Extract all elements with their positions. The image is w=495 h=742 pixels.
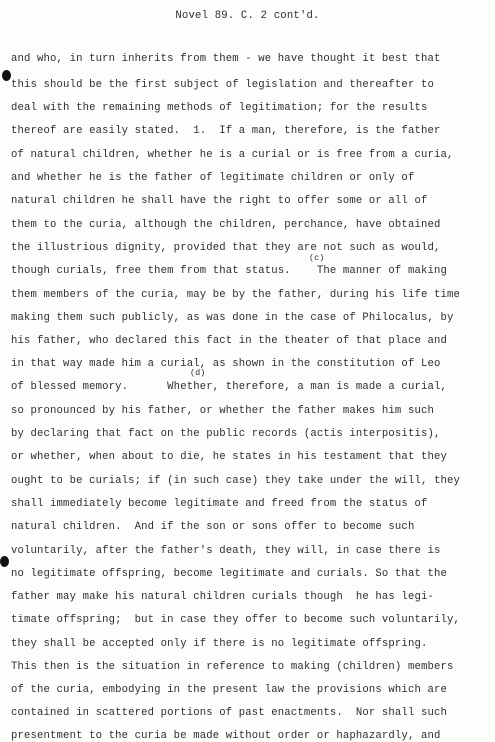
text-line: natural children. And if the son or sons offer to become such (11, 521, 415, 533)
text-line: This then is the situation in reference to making (children) members (11, 661, 454, 673)
text-line: them members of the curia, may be by the father, during his life time (11, 289, 461, 301)
text-line: father may make his natural children curials though he has legi- (11, 591, 434, 603)
text-line: or whether, when about to die, he states in his testament that they (11, 451, 447, 463)
text-line: this should be the first subject of legislation and thereafter to (11, 79, 434, 91)
punch-hole-mark (0, 556, 9, 567)
text-line: contained in scattered portions of past enactments. Nor shall such (11, 707, 447, 719)
text-line: and who, in turn inherits from them - we have thought it best that (11, 53, 441, 65)
text-line: natural children he shall have the right to offer some or all of (11, 195, 428, 207)
text-line: so pronounced by his father, or whether the father makes him such (11, 405, 434, 417)
text-line: ought to be curials; if (in such case) they take under the will, they (11, 475, 461, 487)
text-line: making them such publicly, as was done in the case of Philocalus, by (11, 312, 454, 324)
footnote-marker-c: (c) (309, 253, 325, 263)
text-line: of blessed memory. Whether, therefore, a man is made a curial, (11, 381, 447, 393)
text-line: though curials, free them from that status. The manner of making (11, 265, 447, 277)
text-line: thereof are easily stated. 1. If a man, therefore, is the father (11, 125, 441, 137)
text-line: in that way made him a curial, as shown in the constitution of Leo (11, 358, 441, 370)
text-line: voluntarily, after the father's death, they will, in case there is (11, 545, 441, 557)
text-line: presentment to the curia be made without order or haphazardly, and (11, 730, 441, 742)
text-line: and whether he is the father of legitimate children or only of (11, 172, 415, 184)
page-header: Novel 89. C. 2 cont'd. (175, 10, 320, 22)
text-line: timate offspring; but in case they offer to become such voluntarily, (11, 614, 461, 626)
punch-hole-mark (2, 70, 11, 81)
text-line: of the curia, embodying in the present law the provisions which are (11, 684, 447, 696)
text-line: the illustrious dignity, provided that they are not such as would, (11, 242, 441, 254)
text-line: deal with the remaining methods of legitimation; for the results (11, 102, 428, 114)
text-line: shall immediately become legitimate and freed from the status of (11, 498, 428, 510)
text-line: them to the curia, although the children, perchance, have obtained (11, 219, 441, 231)
text-line: no legitimate offspring, become legitimate and curials. So that the (11, 568, 447, 580)
text-line: by declaring that fact on the public records (actis interpositis), (11, 428, 441, 440)
footnote-marker-d: (d) (190, 368, 206, 378)
text-line: they shall be accepted only if there is no legitimate offspring. (11, 638, 428, 650)
text-line: his father, who declared this fact in the theater of that place and (11, 335, 447, 347)
text-line: of natural children, whether he is a curial or is free from a curia, (11, 149, 454, 161)
